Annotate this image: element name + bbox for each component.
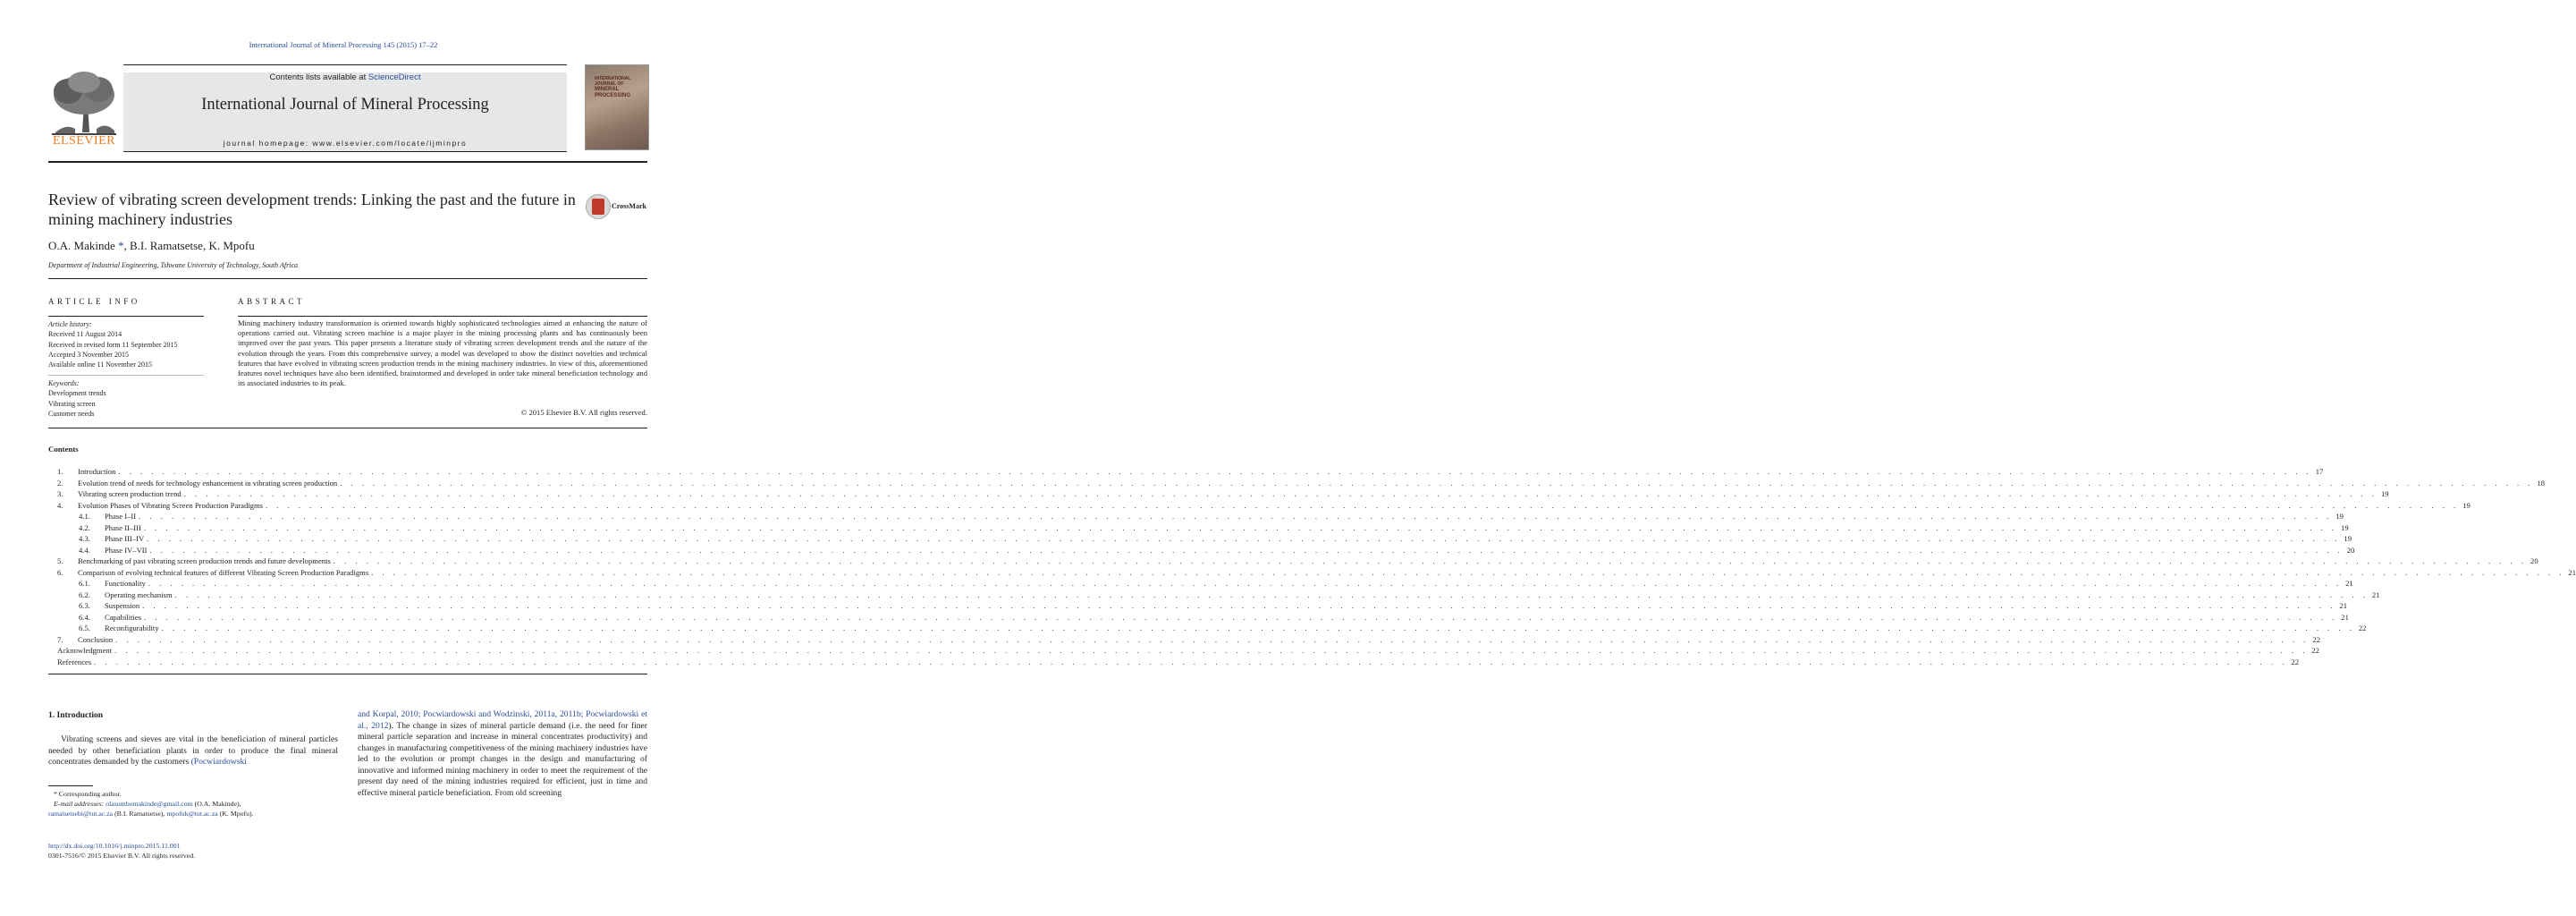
elsevier-wordmark: ELSEVIER xyxy=(52,134,116,148)
toc-entry[interactable] xyxy=(48,612,2349,623)
toc-title[interactable]: Comparison of evolving technical features of different Vibrating Screen Production Paradigms xyxy=(78,567,371,579)
toc-number: 2. xyxy=(57,478,63,488)
toc-number: 4. xyxy=(57,500,63,510)
toc-page-number: 22 xyxy=(2312,634,2320,644)
toc-title[interactable]: Functionality xyxy=(105,578,148,589)
toc-page-number: 22 xyxy=(2311,646,2319,655)
toc-leader-dots: . . . . . . . . . . . . . . . . . . . . . . . . . . . . . . . . . . . . . . . . . . . . . . . . . . . . . . . . . . . . . . . . . . . . . . . . . . . . . . . . . . . . . . . . . . . . . . . . . . . . . . . . . . . . . . . . . . . . . . . . . . . . . . . . . . . . . . . . . . . . . . . . . . . . . . . . . . . . . . . . . . . . . . . . . . . . . . . . . . . . . . . . . . . . . . . . . . . . . . . . xyxy=(174,589,2369,599)
toc-entry[interactable] xyxy=(48,522,2349,534)
crossmark-button[interactable] xyxy=(586,194,648,219)
history-label: Article history: xyxy=(48,320,92,328)
sciencedirect-link[interactable]: ScienceDirect xyxy=(367,72,421,82)
toc-leader-dots: . . . . . . . . . . . . . . . . . . . . . . . . . . . . . . . . . . . . . . . . . . . . . . . . . . . . . . . . . . . . . . . . . . . . . . . . . . . . . . . . . . . . . . . . . . . . . . . . . . . . . . . . . . . . . . . . . . . . . . . . . . . . . . . . . . . . . . . . . . . . . . . . . . . . . . . . . . . . . . . . . . . . . . . . . . . . . . . . . . . . . . . . . . . . . . . . . . . . . . . . xyxy=(161,623,2355,632)
toc-leader-dots: . . . . . . . . . . . . . . . . . . . . . . . . . . . . . . . . . . . . . . . . . . . . . . . . . . . . . . . . . . . . . . . . . . . . . . . . . . . . . . . . . . . . . . . . . . . . . . . . . . . . . . . . . . . . . . . . . . . . . . . . . . . . . . . . . . . . . . . . . . . . . . . . . . . . . . . . . . . . . . . . . . . . . . . . . . . . . . . . . . . . . . . . . . . . . . . . . . . . . . . . xyxy=(139,512,2333,521)
citation-link[interactable]: (Pocwiardowski xyxy=(190,757,247,767)
history-item: Accepted 3 November 2015 xyxy=(48,350,129,359)
history-item: Received 11 August 2014 xyxy=(48,330,122,339)
toc-title[interactable]: Reconfigurability xyxy=(105,623,162,634)
journal-title: International Journal of Mineral Processing xyxy=(201,96,489,114)
toc-leader-dots: . . . . . . . . . . . . . . . . . . . . . . . . . . . . . . . . . . . . . . . . . . . . . . . . . . . . . . . . . . . . . . . . . . . . . . . . . . . . . . . . . . . . . . . . . . . . . . . . . . . . . . . . . . . . . . . . . . . . . . . . . . . . . . . . . . . . . . . . . . . . . . . . . . . . . . . . . . . . . . . . . . . . . . . . . . . . . . . . . . . . . . . . . . . . . . . . . . . . . . . . xyxy=(333,556,2528,565)
toc-title[interactable]: Vibrating screen production trend xyxy=(78,488,184,500)
email-line xyxy=(48,809,338,818)
divider xyxy=(48,278,647,279)
body-text: ). The change in sizes of mineral particle demand (i.e. the need for finer mineral particle separation and increase in mineral concentrates productivity) and changes in manufacturing competitiveness of the mining machinery industries have led to the evolution or prompt changes in the design and manufacturing of innovative and informed mining machinery in order to meet the requirement of the present day need of the mining industries required for efficient, just in time and effective mineral particle beneficiation. From old screening xyxy=(358,720,648,798)
email-owner: (O.A. Makinde), xyxy=(192,800,241,808)
section-heading: 1. Introduction xyxy=(48,711,104,720)
table-of-contents xyxy=(48,466,2576,667)
journal-cover-image xyxy=(585,64,649,150)
toc-entry[interactable] xyxy=(48,500,2470,512)
toc-entry[interactable] xyxy=(48,589,2380,601)
keyword: Customer needs xyxy=(48,409,95,418)
toc-number: 6.2. xyxy=(79,589,90,599)
contents-heading: Contents xyxy=(48,445,79,454)
body-text: Vibrating screens and sieves are vital in the beneficiation of mineral particles needed by other beneficiation plants in order to produce the final mineral concentrates demanded by the customers xyxy=(48,734,338,767)
cover-line: PROCESSING xyxy=(595,93,631,98)
email-owner: (K. Mpofu). xyxy=(217,810,254,818)
keyword: Vibrating screen xyxy=(48,399,96,408)
article-info-heading: ARTICLE INFO xyxy=(48,297,140,306)
article-history xyxy=(48,319,204,369)
toc-leader-dots: . . . . . . . . . . . . . . . . . . . . . . . . . . . . . . . . . . . . . . . . . . . . . . . . . . . . . . . . . . . . . . . . . . . . . . . . . . . . . . . . . . . . . . . . . . . . . . . . . . . . . . . . . . . . . . . . . . . . . . . . . . . . . . . . . . . . . . . . . . . . . . . . . . . . . . . . . . . . . . . . . . . . . . . . . . . . . . . . . . . . . . . . . . . . . . . . . . . . . . . . xyxy=(144,612,2338,622)
email-link[interactable]: ramatsetsebi@tut.ac.za xyxy=(48,810,114,818)
toc-number: 3. xyxy=(57,489,63,498)
cover-line: MINERAL xyxy=(595,87,620,92)
divider xyxy=(48,375,204,376)
toc-leader-dots: . . . . . . . . . . . . . . . . . . . . . . . . . . . . . . . . . . . . . . . . . . . . . . . . . . . . . . . . . . . . . . . . . . . . . . . . . . . . . . . . . . . . . . . . . . . . . . . . . . . . . . . . . . . . . . . . . . . . . . . . . . . . . . . . . . . . . . . . . . . . . . . . . . . . . . . . . . . . . . . . . . . . . . . . . . . . . . . . . . . . . . . . . . . . . . . . . . . . . . . . xyxy=(142,601,2336,610)
email-owner: (B.I. Ramatsetse), xyxy=(113,810,167,818)
toc-page-number: 22 xyxy=(2291,657,2299,666)
journal-homepage[interactable]: journal homepage: www.elsevier.com/locate/ijminpro xyxy=(223,139,468,148)
toc-leader-dots: . . . . . . . . . . . . . . . . . . . . . . . . . . . . . . . . . . . . . . . . . . . . . . . . . . . . . . . . . . . . . . . . . . . . . . . . . . . . . . . . . . . . . . . . . . . . . . . . . . . . . . . . . . . . . . . . . . . . . . . . . . . . . . . . . . . . . . . . . . . . . . . . . . . . . . . . . . . . . . . . . . . . . . . . . . . . . . . . . . . . . . . . . . . . . . . . . . . . . . . . xyxy=(114,646,2309,655)
divider xyxy=(238,316,647,317)
corresponding-author-marker[interactable]: * xyxy=(114,239,124,252)
toc-leader-dots: . . . . . . . . . . . . . . . . . . . . . . . . . . . . . . . . . . . . . . . . . . . . . . . . . . . . . . . . . . . . . . . . . . . . . . . . . . . . . . . . . . . . . . . . . . . . . . . . . . . . . . . . . . . . . . . . . . . . . . . . . . . . . . . . . . . . . . . . . . . . . . . . . . . . . . . . . . . . . . . . . . . . . . . . . . . . . . . . . . . . . . . . . . . . . . . . . . . . . . . . xyxy=(147,534,2341,543)
toc-leader-dots: . . . . . . . . . . . . . . . . . . . . . . . . . . . . . . . . . . . . . . . . . . . . . . . . . . . . . . . . . . . . . . . . . . . . . . . . . . . . . . . . . . . . . . . . . . . . . . . . . . . . . . . . . . . . . . . . . . . . . . . . . . . . . . . . . . . . . . . . . . . . . . . . . . . . . . . . . . . . . . . . . . . . . . . . . . . . . . . . . . . . . . . . . . . . . . . . . . . . . . . . xyxy=(148,579,2343,588)
toc-page-number: 19 xyxy=(2380,489,2389,498)
toc-leader-dots: . . . . . . . . . . . . . . . . . . . . . . . . . . . . . . . . . . . . . . . . . . . . . . . . . . . . . . . . . . . . . . . . . . . . . . . . . . . . . . . . . . . . . . . . . . . . . . . . . . . . . . . . . . . . . . . . . . . . . . . . . . . . . . . . . . . . . . . . . . . . . . . . . . . . . . . . . . . . . . . . . . . . . . . . . . . . . . . . . . . . . . . . . . . . . . . . . . . . . . . . xyxy=(94,657,2288,666)
citation-link[interactable]: and Korpal, 2010; Pocwiardowski and Wodzinski, 2011a, 2011b; Pocwiardowski et al., 2012 xyxy=(358,709,647,731)
toc-number: 1. xyxy=(57,467,63,476)
history-item: Available online 11 November 2015 xyxy=(48,360,152,369)
cover-line: INTERNATIONAL JOURNAL OF xyxy=(595,76,631,87)
abstract-text: Mining machinery industry transformation is oriented towards highly sophisticated technologies aimed at enhancing the nature of operations carried out. Vibrating screen machine is a major player in the mining processing plants and has continuously been improved over the past years. This paper presents a literature study of vibrating screen development trends and the nature of the evolution through the years. From this comprehensive survey, a model was developed to show the distinct novelties and technical features that have evolved in vibrating screen production trends in the mining machinery industries. In view of this, aforementioned features novel techniques have also been identified, brainstormed and developed in order take mineral beneficiation technology and its associated industries to its peak. xyxy=(238,318,647,388)
toc-page-number: 21 xyxy=(2371,589,2380,599)
toc-page-number: 20 xyxy=(2530,556,2538,565)
toc-entry[interactable] xyxy=(48,478,2546,489)
toc-page-number: 19 xyxy=(2335,512,2344,521)
toc-entry[interactable] xyxy=(48,533,2352,545)
toc-leader-dots: . . . . . . . . . . . . . . . . . . . . . . . . . . . . . . . . . . . . . . . . . . . . . . . . . . . . . . . . . . . . . . . . . . . . . . . . . . . . . . . . . . . . . . . . . . . . . . . . . . . . . . . . . . . . . . . . . . . . . . . . . . . . . . . . . . . . . . . . . . . . . . . . . . . . . . . . . . . . . . . . . . . . . . . . . . . . . . . . . . . . . . . . . . . . . . . . . . . . . . . . xyxy=(265,500,2460,510)
toc-number: 6.1. xyxy=(79,579,90,588)
toc-entry[interactable] xyxy=(48,556,2538,567)
corresponding-author-note: * Corresponding author. xyxy=(54,790,122,798)
toc-entry[interactable] xyxy=(48,657,2299,668)
toc-leader-dots: . . . . . . . . . . . . . . . . . . . . . . . . . . . . . . . . . . . . . . . . . . . . . . . . . . . . . . . . . . . . . . . . . . . . . . . . . . . . . . . . . . . . . . . . . . . . . . . . . . . . . . . . . . . . . . . . . . . . . . . . . . . . . . . . . . . . . . . . . . . . . . . . . . . . . . . . . . . . . . . . . . . . . . . . . . . . . . . . . . . . . . . . . . . . . . . . . . . . . . . . xyxy=(340,478,2534,488)
toc-entry[interactable] xyxy=(48,623,2367,634)
toc-title[interactable]: Phase IV–VII xyxy=(105,545,150,556)
crossmark-icon xyxy=(586,194,611,219)
author-name: O.A. Makinde xyxy=(48,239,115,252)
toc-title[interactable]: Phase II–III xyxy=(105,522,144,534)
toc-page-number: 21 xyxy=(2568,567,2576,577)
crossmark-label: CrossMark xyxy=(612,202,646,210)
toc-leader-dots: . . . . . . . . . . . . . . . . . . . . . . . . . . . . . . . . . . . . . . . . . . . . . . . . . . . . . . . . . . . . . . . . . . . . . . . . . . . . . . . . . . . . . . . . . . . . . . . . . . . . . . . . . . . . . . . . . . . . . . . . . . . . . . . . . . . . . . . . . . . . . . . . . . . . . . . . . . . . . . . . . . . . . . . . . . . . . . . . . . . . . . . . . . . . . . . . . . . . . . . . xyxy=(149,545,2344,555)
toc-entry[interactable] xyxy=(48,511,2344,522)
keywords xyxy=(48,378,204,419)
abstract-copyright: © 2015 Elsevier B.V. All rights reserved. xyxy=(520,408,647,417)
toc-number: 6.4. xyxy=(79,612,90,622)
divider xyxy=(48,316,204,317)
toc-number: 6. xyxy=(57,567,63,577)
toc-title[interactable]: Phase III–IV xyxy=(105,533,147,545)
toc-leader-dots: . . . . . . . . . . . . . . . . . . . . . . . . . . . . . . . . . . . . . . . . . . . . . . . . . . . . . . . . . . . . . . . . . . . . . . . . . . . . . . . . . . . . . . . . . . . . . . . . . . . . . . . . . . . . . . . . . . . . . . . . . . . . . . . . . . . . . . . . . . . . . . . . . . . . . . . . . . . . . . . . . . . . . . . . . . . . . . . . . . . . . . . . . . . . . . . . . . . . . . . . xyxy=(183,489,2378,498)
toc-title[interactable]: Operating mechanism xyxy=(105,589,175,601)
email-link[interactable]: olasumbomakinde@gmail.com xyxy=(106,800,193,808)
toc-entry[interactable] xyxy=(48,578,2353,589)
keywords-label: Keywords: xyxy=(48,379,80,387)
article-title: Review of vibrating screen development trends: Linking the past and the future in mining machinery industries xyxy=(48,191,576,228)
toc-page-number: 21 xyxy=(2341,612,2349,622)
toc-title[interactable]: Acknowledgment xyxy=(57,645,114,657)
toc-number: 7. xyxy=(57,634,63,644)
toc-entry[interactable] xyxy=(48,488,2389,500)
toc-entry[interactable] xyxy=(48,567,2576,579)
author-list xyxy=(48,239,255,253)
toc-leader-dots: . . . . . . . . . . . . . . . . . . . . . . . . . . . . . . . . . . . . . . . . . . . . . . . . . . . . . . . . . . . . . . . . . . . . . . . . . . . . . . . . . . . . . . . . . . . . . . . . . . . . . . . . . . . . . . . . . . . . . . . . . . . . . . . . . . . . . . . . . . . . . . . . . . . . . . . . . . . . . . . . . . . . . . . . . . . . . . . . . . . . . . . . . . . . . . . . . . . . . . . . xyxy=(118,467,2312,476)
toc-title[interactable]: Benchmarking of past vibrating screen production trends and future developments xyxy=(78,556,334,567)
email-link[interactable]: mpofuk@tut.ac.za xyxy=(166,810,218,818)
toc-number: 4.2. xyxy=(79,522,90,532)
cover-title xyxy=(595,76,645,99)
journal-reference-link[interactable]: International Journal of Mineral Processing 145 (2015) 17–22 xyxy=(249,40,438,49)
toc-title[interactable]: Introduction xyxy=(78,466,118,478)
affiliation: Department of Industrial Engineering, Tshwane University of Technology, South Africa xyxy=(48,261,299,269)
toc-number: 5. xyxy=(57,556,63,565)
toc-leader-dots: . . . . . . . . . . . . . . . . . . . . . . . . . . . . . . . . . . . . . . . . . . . . . . . . . . . . . . . . . . . . . . . . . . . . . . . . . . . . . . . . . . . . . . . . . . . . . . . . . . . . . . . . . . . . . . . . . . . . . . . . . . . . . . . . . . . . . . . . . . . . . . . . . . . . . . . . . . . . . . . . . . . . . . . . . . . . . . . . . . . . . . . . . . . . . . . . . . . . . . . . xyxy=(371,567,2565,577)
paragraph xyxy=(48,734,338,768)
keyword: Development trends xyxy=(48,389,106,398)
toc-title[interactable]: Capabilities xyxy=(105,612,144,623)
toc-leader-dots: . . . . . . . . . . . . . . . . . . . . . . . . . . . . . . . . . . . . . . . . . . . . . . . . . . . . . . . . . . . . . . . . . . . . . . . . . . . . . . . . . . . . . . . . . . . . . . . . . . . . . . . . . . . . . . . . . . . . . . . . . . . . . . . . . . . . . . . . . . . . . . . . . . . . . . . . . . . . . . . . . . . . . . . . . . . . . . . . . . . . . . . . . . . . . . . . . . . . . . . . xyxy=(143,522,2338,532)
toc-page-number: 18 xyxy=(2537,478,2546,488)
toc-page-number: 20 xyxy=(2346,545,2355,555)
masthead-divider xyxy=(48,161,647,163)
toc-leader-dots: . . . . . . . . . . . . . . . . . . . . . . . . . . . . . . . . . . . . . . . . . . . . . . . . . . . . . . . . . . . . . . . . . . . . . . . . . . . . . . . . . . . . . . . . . . . . . . . . . . . . . . . . . . . . . . . . . . . . . . . . . . . . . . . . . . . . . . . . . . . . . . . . . . . . . . . . . . . . . . . . . . . . . . . . . . . . . . . . . . . . . . . . . . . . . . . . . . . . . . . . xyxy=(115,634,2310,644)
email-line xyxy=(48,799,338,809)
toc-title[interactable]: Evolution trend of needs for technology enhancement in vibrating screen production xyxy=(78,478,340,489)
toc-entry[interactable] xyxy=(48,634,2320,646)
toc-page-number: 19 xyxy=(2341,522,2349,532)
paragraph xyxy=(358,709,647,799)
toc-entry[interactable] xyxy=(48,466,2324,478)
issn-line: 0301-7516/© 2015 Elsevier B.V. All rights reserved. xyxy=(48,852,196,860)
toc-number: 6.5. xyxy=(79,623,90,632)
toc-number: 4.4. xyxy=(79,545,90,555)
toc-title[interactable]: Phase I–II xyxy=(105,511,139,522)
body-column-left xyxy=(48,734,338,768)
toc-title[interactable]: References xyxy=(57,657,94,668)
journal-banner xyxy=(123,64,567,152)
author-names-rest: , B.I. Ramatsetse, K. Mpofu xyxy=(123,239,255,252)
journal-masthead xyxy=(48,64,647,150)
body-column-right xyxy=(358,709,647,799)
doi-link[interactable]: http://dx.doi.org/10.1016/j.minpro.2015.11.001 xyxy=(48,842,181,850)
toc-entry[interactable] xyxy=(48,545,2355,556)
toc-entry[interactable] xyxy=(48,600,2347,612)
toc-page-number: 19 xyxy=(2344,534,2352,543)
toc-title[interactable]: Suspension xyxy=(105,600,142,612)
history-item: Received in revised form 11 September 2015 xyxy=(48,340,178,349)
toc-page-number: 19 xyxy=(2462,500,2470,510)
toc-page-number: 21 xyxy=(2345,579,2353,588)
toc-title[interactable]: Conclusion xyxy=(78,634,115,646)
email-label: E-mail addresses: xyxy=(54,800,106,808)
toc-page-number: 22 xyxy=(2358,623,2367,632)
contents-prefix: Contents lists available at xyxy=(269,72,368,82)
toc-page-number: 21 xyxy=(2339,601,2347,610)
toc-number: 6.3. xyxy=(79,601,90,610)
footnote-divider xyxy=(48,785,93,786)
toc-entry[interactable] xyxy=(48,645,2319,657)
doi-block xyxy=(48,841,195,861)
toc-number: 4.1. xyxy=(79,512,90,521)
toc-page-number: 17 xyxy=(2315,467,2324,476)
footnotes xyxy=(48,789,338,818)
toc-title[interactable]: Evolution Phases of Vibrating Screen Production Paradigms xyxy=(78,500,266,512)
abstract-heading: ABSTRACT xyxy=(238,297,306,306)
toc-number: 4.3. xyxy=(79,534,90,543)
contents-availability xyxy=(123,72,567,82)
